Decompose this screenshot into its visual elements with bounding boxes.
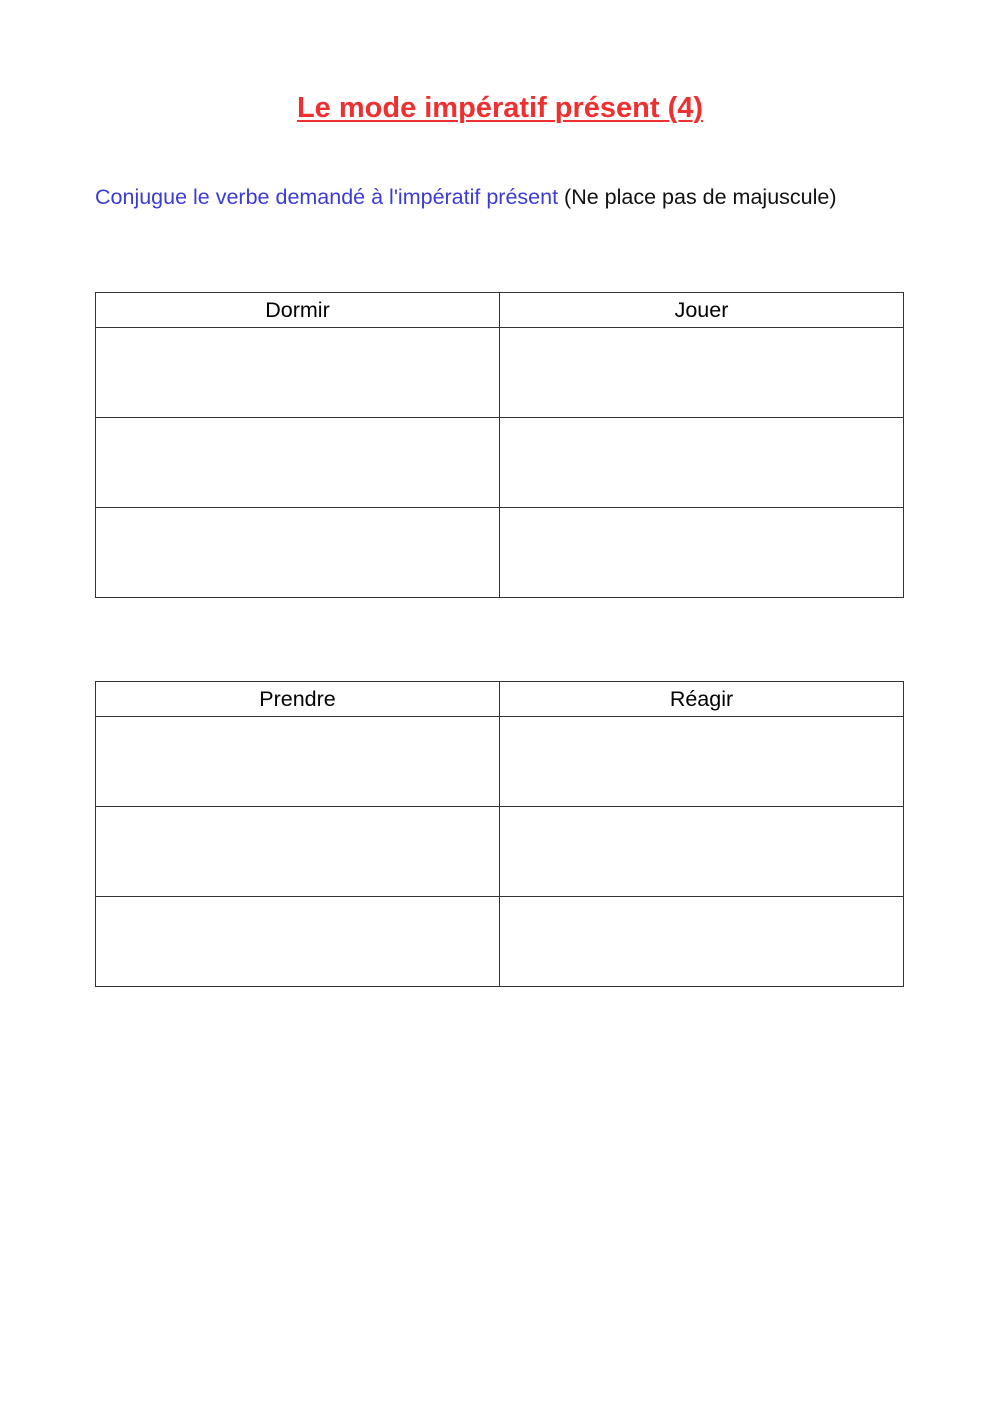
answer-cell[interactable] bbox=[500, 328, 904, 418]
table-row bbox=[96, 328, 904, 418]
verb-table-1 bbox=[95, 292, 904, 598]
answer-cell[interactable] bbox=[96, 717, 500, 807]
answer-cell[interactable] bbox=[96, 508, 500, 598]
answer-cell[interactable] bbox=[96, 418, 500, 508]
table-row bbox=[96, 717, 904, 807]
page-title: Le mode impératif présent (4) bbox=[296, 92, 704, 124]
column-header-jouer: Jouer bbox=[500, 293, 904, 328]
column-header-dormir: Dormir bbox=[96, 293, 500, 328]
table-row bbox=[96, 418, 904, 508]
column-header-prendre: Prendre bbox=[96, 682, 500, 717]
table-row bbox=[96, 807, 904, 897]
table-header-row bbox=[96, 293, 904, 328]
table-header-row bbox=[96, 682, 904, 717]
answer-cell[interactable] bbox=[500, 897, 904, 987]
table-row bbox=[96, 897, 904, 987]
answer-cell[interactable] bbox=[96, 328, 500, 418]
answer-cell[interactable] bbox=[500, 418, 904, 508]
instruction-text bbox=[95, 184, 855, 211]
instruction-blue: Conjugue le verbe demandé à l'impératif présent bbox=[95, 185, 559, 209]
answer-cell[interactable] bbox=[500, 508, 904, 598]
answer-cell[interactable] bbox=[96, 897, 500, 987]
verb-table-2 bbox=[95, 681, 904, 987]
instruction-black: (Ne place pas de majuscule) bbox=[564, 185, 837, 209]
table-row bbox=[96, 508, 904, 598]
answer-cell[interactable] bbox=[96, 807, 500, 897]
answer-cell[interactable] bbox=[500, 717, 904, 807]
answer-cell[interactable] bbox=[500, 807, 904, 897]
column-header-reagir: Réagir bbox=[500, 682, 904, 717]
